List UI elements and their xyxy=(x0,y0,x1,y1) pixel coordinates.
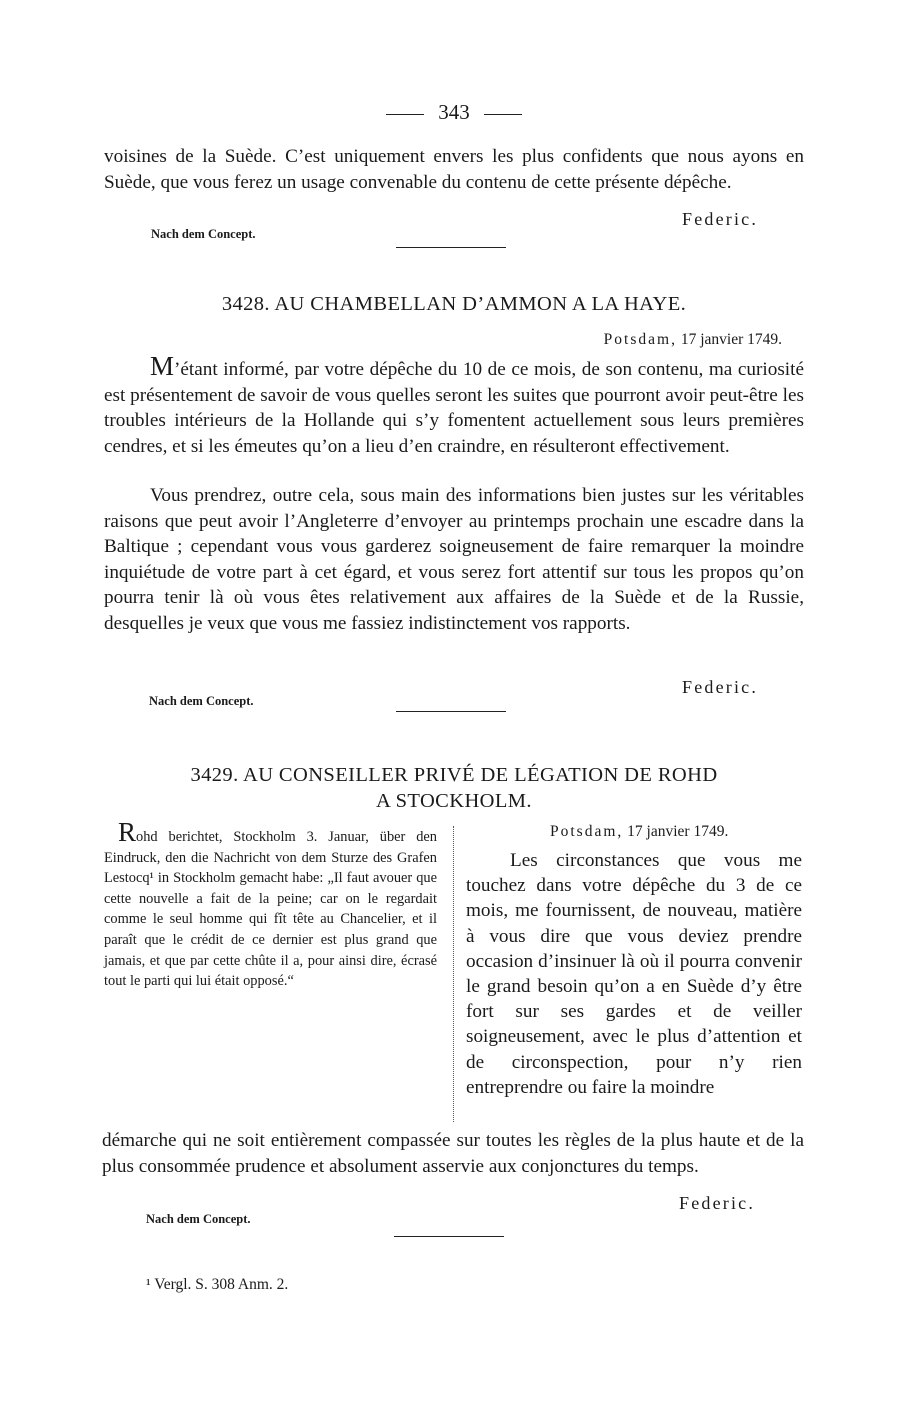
letter-3428-date: 17 janvier 1749. xyxy=(680,331,782,348)
letter-3429-date: 17 janvier 1749. xyxy=(627,823,729,840)
letter-3429-summary-dropcap: R xyxy=(118,817,137,847)
column-separator xyxy=(453,826,454,1122)
letter-3428-source-note: Nach dem Concept. xyxy=(149,694,254,708)
letter-3429-body-column: Les circonstances que vous me touchez dans votre dépêche du 3 de ce mois, me fournissent, de nouveau, matière à vous dire que vous deviez prendre occasion d’insinuer là où il pourra convenir le grand besoin qu’on a en Suède d’y être fort sur ses gardes et de veiller soigneusement, avec le plus d’attention et de circonspection, pour n’y rien entreprendre ou faire la moindre xyxy=(466,850,802,1098)
header-dash-right xyxy=(484,114,522,115)
letter-3428-dropcap: M xyxy=(150,351,175,381)
intro-source-note: Nach dem Concept. xyxy=(151,227,256,241)
letter-3428-heading: 3428. AU CHAMBELLAN D’AMMON A LA HAYE. xyxy=(221,293,687,315)
intro-paragraph: voisines de la Suède. C’est uniquement envers les plus confidents que nous ayons en Suède, que vous ferez un usage convenable du contenu de cette présente dépêche. xyxy=(104,146,804,193)
letter-3428-signature: Federic. xyxy=(682,677,759,697)
section-divider-2 xyxy=(396,711,506,712)
letter-3429-summary xyxy=(104,817,437,992)
header-dash-left xyxy=(386,114,424,115)
letter-3428-dateline xyxy=(604,331,782,349)
letter-3428-paragraph-1 xyxy=(104,351,804,459)
letter-3429-body-continuation: démarche qui ne soit entièrement compassée sur toutes les règles de la plus haute et de la plus consommée prudence et absolument asservie aux conjonctures du temps. xyxy=(102,1130,804,1177)
letter-3429-source-note: Nach dem Concept. xyxy=(146,1212,251,1226)
letter-3429-summary-text: ohd berichtet, Stockholm 3. Januar, über den Eindruck, den die Nachricht von dem Sturze des Grafen Lestocq¹ in Stockholm gemacht habe: „Il faut avouer que cette nouvelle a fait de la peine; car on le regardait comme le seul homme qui fît tête au Chancelier, et il paraît que le crédit de ce dernier est plus grand que jamais, et que par cette chûte il a, pour ainsi dire, écrasé tout le parti qui lui était opposé.“ xyxy=(104,829,437,990)
letter-3429-heading-line-1: 3429. AU CONSEILLER PRIVÉ DE LÉGATION DE ROHD xyxy=(190,764,718,786)
footnote: ¹ Vergl. S. 308 Anm. 2. xyxy=(146,1276,289,1293)
page-number-header xyxy=(104,100,804,125)
section-divider-3 xyxy=(394,1236,504,1237)
intro-signature: Federic. xyxy=(682,209,759,229)
section-divider-1 xyxy=(396,247,506,248)
letter-3429-signature: Federic. xyxy=(679,1193,756,1213)
page-number: 343 xyxy=(438,100,470,124)
letter-3428-paragraph-1-text: ’étant informé, par votre dépêche du 10 de ce mois, de son contenu, ma curiosité est présentement de savoir de vous quelles seront les suites que pourront avoir peut-être les troubles intérieurs de la Hollande qui s’y fomentent actuellement sous leurs premières cendres, et si les émeutes qu’on a lieu d’en craindre, en résulteront effectivement. xyxy=(104,359,804,457)
letter-3429-place: Potsdam, xyxy=(550,823,624,840)
letter-3428-place: Potsdam, xyxy=(603,331,677,348)
letter-3429-dateline xyxy=(550,823,728,841)
letter-3429-heading-line-2: A STOCKHOLM. xyxy=(376,790,532,812)
letter-3428-paragraph-2: Vous prendrez, outre cela, sous main des informations bien justes sur les véritables raisons que peut avoir l’Angleterre d’envoyer au printemps prochain une escadre dans la Baltique ; cependant vous vous garderez soigneusement de faire remarquer la moindre inquiétude de votre part à cet égard, et vous serez fort attentif sur tous les propos qu’on pourra tenir là où vous êtes relativement aux affaires de la Suède et de la Russie, desquelles je veux que vous me fassiez indistinctement vos rapports. xyxy=(104,485,804,634)
